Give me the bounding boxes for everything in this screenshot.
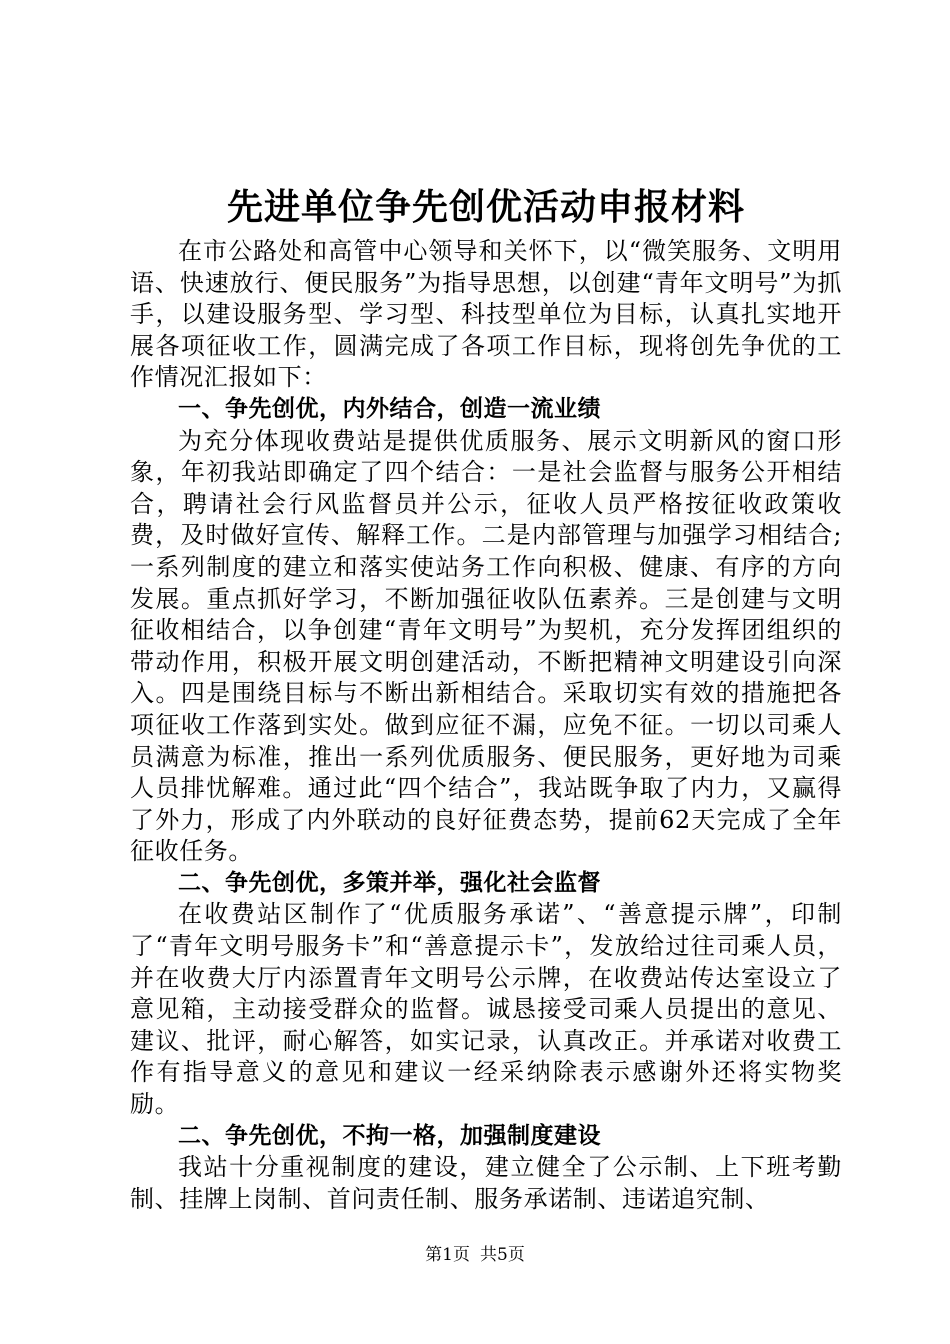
- page-footer: [0, 1243, 950, 1267]
- paragraph-intro: 在市公路处和高管中心领导和关怀下，以“微笑服务、文明用语、快速放行、便民服务”为指导思想，以创建“青年文明号”为抓手，以建设服务型、学习型、科技型单位为目标，认真扎实地开展各项征收工作，圆满完成了各项工作目标，现将创先争优的工作情况汇报如下：: [130, 237, 842, 392]
- section-heading-2: 二、争先创优，多策并举，强化社会监督: [178, 869, 601, 896]
- paragraph-section-1: 为充分体现收费站是提供优质服务、展示文明新风的窗口形象，年初我站即确定了四个结合：一是社会监督与服务公开相结合，聘请社会行风监督员并公示，征收人员严格按征收政策收费，及时做好宣传、解释工作。二是内部管理与加强学习相结合;一系列制度的建立和落实使站务工作向积极、健康、有序的方向发展。重点抓好学习，不断加强征收队伍素养。三是创建与文明征收相结合，以争创建“青年文明号”为契机，充分发挥团组织的带动作用，积极开展文明创建活动，不断把精神文明建设引向深入。四是围绕目标与不断出新相结合。采取切实有效的措施把各项征收工作落到实处。做到应征不漏，应免不征。一切以司乘人员满意为标准，推出一系列优质服务、便民服务，更好地为司乘人员排忧解难。通过此“四个结合”，我站既争取了内力，又赢得了外力，形成了内外联动的良好征费态势，提前62天完成了全年征收任务。: [130, 426, 842, 866]
- paragraph-section-2: 在收费站区制作了“优质服务承诺”、“善意提示牌”，印制了“青年文明号服务卡”和“善意提示卡”，发放给过往司乘人员，并在收费大厅内添置青年文明号公示牌，在收费站传达室设立了意见箱，主动接受群众的监督。诚恳接受司乘人员提出的意见、建议、批评，耐心解答，如实记录，认真改正。并承诺对收费工作有指导意义的意见和建议一经采纳除表示感谢外还将实物奖励。: [130, 900, 842, 1119]
- section-heading-3: 二、争先创优，不拘一格，加强制度建设: [178, 1122, 601, 1149]
- document-body: [130, 236, 842, 1215]
- page-number-current: 第1页: [425, 1245, 470, 1265]
- document-title: 先进单位争先创优活动申报材料: [226, 187, 745, 228]
- page-number-total: 共5页: [480, 1245, 525, 1265]
- paragraph-section-3: 我站十分重视制度的建设，建立健全了公示制、上下班考勤制、挂牌上岗制、首问责任制、服务承诺制、违诺追究制、: [130, 1153, 842, 1213]
- section-heading-1: 一、争先创优，内外结合，创造一流业绩: [178, 395, 601, 422]
- document-page: [130, 180, 842, 1215]
